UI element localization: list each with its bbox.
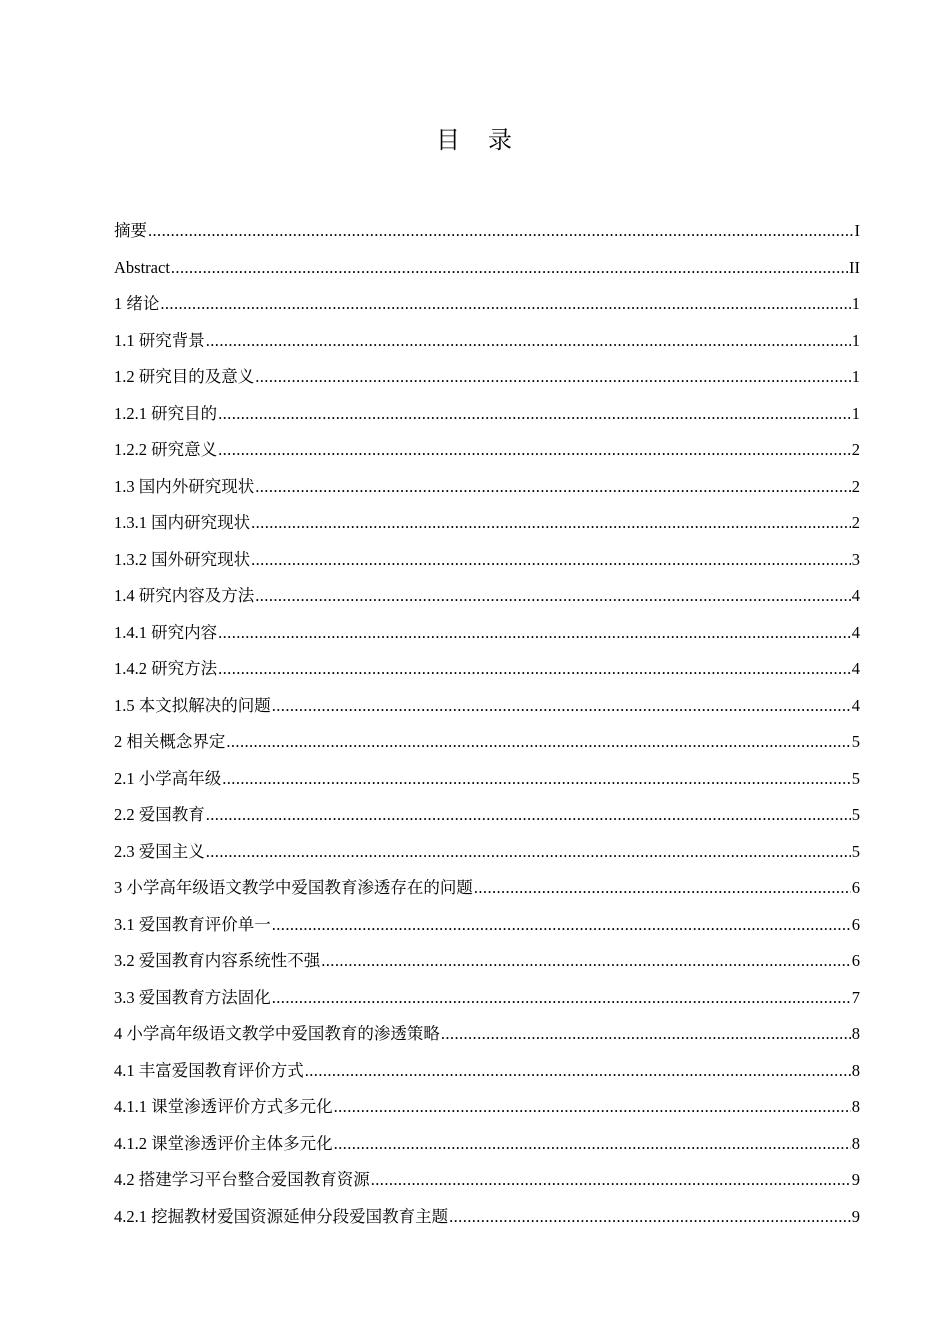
- toc-entry-title: 3.2 爱国教育内容系统性不强: [114, 951, 321, 970]
- toc-entry-page-number: 6: [851, 878, 860, 897]
- toc-leader-dots: [334, 1089, 851, 1126]
- toc-entry[interactable]: [114, 1089, 860, 1126]
- toc-entry-page-number: 8: [851, 1060, 860, 1080]
- toc-leader-dots: [371, 1162, 851, 1199]
- toc-leader-dots: [218, 651, 851, 688]
- toc-entry-page-number: 9: [851, 1170, 860, 1189]
- toc-entry[interactable]: [114, 1016, 860, 1053]
- toc-entry-title: 2 相关概念界定: [114, 732, 226, 751]
- toc-entry[interactable]: [114, 761, 860, 798]
- toc-entry[interactable]: [114, 797, 860, 834]
- toc-entry[interactable]: [114, 505, 860, 542]
- toc-entry-page-number: 1: [851, 294, 860, 313]
- toc-entry-title: 1.4 研究内容及方法: [114, 586, 255, 605]
- toc-entry-page-number: II: [849, 257, 860, 277]
- toc-entry-page-number: 6: [851, 914, 860, 934]
- toc-leader-dots: [321, 943, 851, 980]
- toc-entry[interactable]: [114, 1162, 860, 1199]
- toc-entry[interactable]: [114, 286, 860, 323]
- toc-leader-dots: [255, 578, 851, 615]
- toc-entry[interactable]: [114, 980, 860, 1017]
- toc-entry-title: 4.1.1 课堂渗透评价方式多元化: [114, 1097, 333, 1116]
- toc-leader-dots: [251, 505, 851, 542]
- toc-entry-page-number: 5: [851, 732, 860, 751]
- toc-entry-title: 摘要: [114, 221, 147, 240]
- toc-leader-dots: [474, 870, 851, 907]
- toc-leader-dots: [206, 834, 851, 871]
- toc-entry-title: 4.1 丰富爱国教育评价方式: [114, 1060, 304, 1080]
- toc-entry[interactable]: [114, 615, 860, 652]
- toc-entry-title: 1.5 本文拟解决的问题: [114, 695, 271, 715]
- toc-entry-page-number: 1: [851, 330, 860, 350]
- toc-entry-title: 1.1 研究背景: [114, 330, 205, 350]
- toc-entry-page-number: 5: [851, 805, 860, 824]
- toc-entry-page-number: 6: [851, 951, 860, 970]
- toc-entry[interactable]: [114, 943, 860, 980]
- toc-entry[interactable]: [114, 907, 860, 944]
- toc-entry-page-number: 5: [851, 768, 860, 788]
- toc-entry-title: 1.4.2 研究方法: [114, 659, 218, 678]
- toc-entry[interactable]: [114, 834, 860, 871]
- toc-entry-title: Abstract: [114, 257, 170, 277]
- toc-entry-title: 2.3 爱国主义: [114, 841, 205, 861]
- toc-entry[interactable]: [114, 1053, 860, 1090]
- toc-leader-dots: [171, 250, 848, 287]
- toc-leader-dots: [449, 1199, 851, 1236]
- toc-entry[interactable]: [114, 1199, 860, 1236]
- toc-leader-dots: [441, 1016, 851, 1053]
- toc-entry-page-number: 8: [851, 1133, 860, 1153]
- toc-leader-dots: [218, 615, 851, 652]
- toc-entry-page-number: I: [854, 221, 860, 240]
- toc-entry[interactable]: [114, 323, 860, 360]
- toc-entry-title: 2.1 小学高年级: [114, 768, 222, 788]
- toc-leader-dots: [251, 542, 851, 579]
- toc-entry-page-number: 8: [851, 1024, 860, 1043]
- toc-entry[interactable]: [114, 688, 860, 725]
- toc-leader-dots: [206, 797, 851, 834]
- toc-entry-title: 1.2.1 研究目的: [114, 403, 218, 423]
- toc-entry-title: 1.2 研究目的及意义: [114, 367, 255, 386]
- toc-entry-title: 2.2 爱国教育: [114, 805, 205, 824]
- toc-leader-dots: [272, 980, 851, 1017]
- toc-entry[interactable]: [114, 250, 860, 287]
- toc-entry[interactable]: [114, 651, 860, 688]
- table-of-contents: [114, 213, 860, 1235]
- toc-entry[interactable]: [114, 396, 860, 433]
- toc-entry-page-number: 4: [851, 622, 860, 642]
- toc-leader-dots: [255, 469, 851, 506]
- toc-entry-page-number: 1: [851, 403, 860, 423]
- toc-entry[interactable]: [114, 1126, 860, 1163]
- toc-leader-dots: [272, 688, 851, 725]
- toc-entry[interactable]: [114, 578, 860, 615]
- toc-entry-page-number: 9: [851, 1206, 860, 1226]
- toc-entry-page-number: 1: [851, 367, 860, 386]
- toc-entry[interactable]: [114, 542, 860, 579]
- toc-entry[interactable]: [114, 359, 860, 396]
- toc-entry-page-number: 4: [851, 695, 860, 715]
- toc-entry-title: 3.1 爱国教育评价单一: [114, 914, 271, 934]
- toc-entry-page-number: 5: [851, 841, 860, 861]
- toc-leader-dots: [222, 761, 851, 798]
- toc-leader-dots: [272, 907, 851, 944]
- page-title: 目录: [436, 126, 540, 154]
- toc-entry-title: 1.3.2 国外研究现状: [114, 549, 251, 569]
- toc-entry-page-number: 2: [851, 440, 860, 459]
- toc-entry-title: 4.2.1 挖掘教材爱国资源延伸分段爱国教育主题: [114, 1206, 449, 1226]
- toc-entry[interactable]: [114, 870, 860, 907]
- toc-leader-dots: [206, 323, 851, 360]
- toc-entry-title: 4.2 搭建学习平台整合爱国教育资源: [114, 1170, 370, 1189]
- toc-entry-page-number: 7: [851, 987, 860, 1007]
- toc-entry-page-number: 4: [851, 659, 860, 678]
- toc-entry-page-number: 2: [851, 513, 860, 532]
- toc-entry-title: 1.2.2 研究意义: [114, 440, 218, 459]
- toc-entry-title: 3 小学高年级语文教学中爱国教育渗透存在的问题: [114, 878, 473, 897]
- toc-entry-page-number: 3: [851, 549, 860, 569]
- toc-leader-dots: [148, 213, 854, 250]
- toc-entry-page-number: 2: [851, 476, 860, 496]
- toc-leader-dots: [334, 1126, 851, 1163]
- toc-entry[interactable]: [114, 469, 860, 506]
- toc-leader-dots: [255, 359, 851, 396]
- toc-entry[interactable]: [114, 213, 860, 250]
- toc-entry-title: 4.1.2 课堂渗透评价主体多元化: [114, 1133, 333, 1153]
- toc-entry-page-number: 4: [851, 586, 860, 605]
- toc-entry-title: 1.3 国内外研究现状: [114, 476, 255, 496]
- toc-entry-title: 1.4.1 研究内容: [114, 622, 218, 642]
- toc-entry-page-number: 8: [851, 1097, 860, 1116]
- toc-leader-dots: [160, 286, 850, 323]
- toc-entry[interactable]: [114, 724, 860, 761]
- toc-entry-title: 3.3 爱国教育方法固化: [114, 987, 271, 1007]
- toc-entry-title: 1 绪论: [114, 294, 160, 313]
- toc-leader-dots: [226, 724, 850, 761]
- toc-entry-title: 1.3.1 国内研究现状: [114, 513, 251, 532]
- toc-entry-title: 4 小学高年级语文教学中爱国教育的渗透策略: [114, 1024, 440, 1043]
- toc-leader-dots: [305, 1053, 851, 1090]
- toc-leader-dots: [218, 432, 851, 469]
- toc-leader-dots: [218, 396, 851, 433]
- toc-entry[interactable]: [114, 432, 860, 469]
